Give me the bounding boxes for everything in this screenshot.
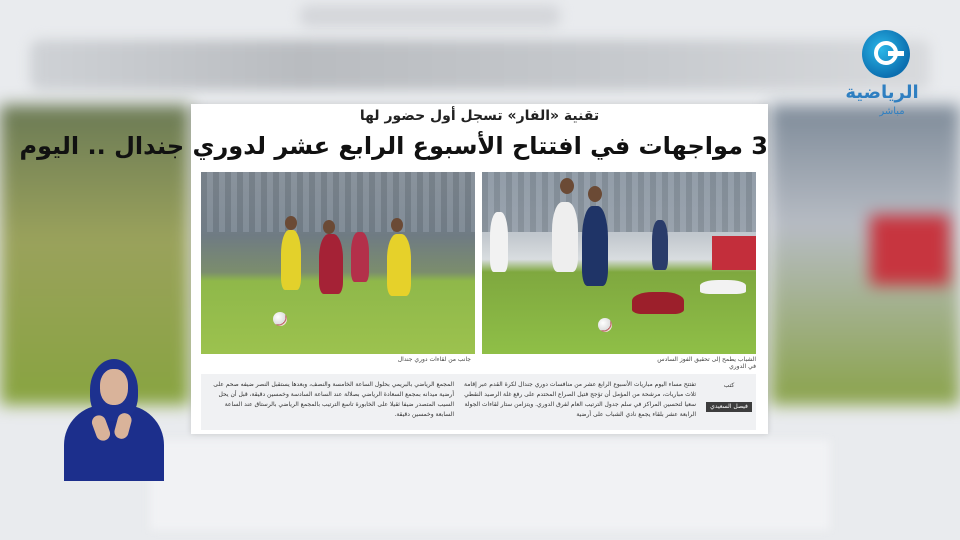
player-figure <box>700 280 746 294</box>
left-photo-caption: جانب من لقاءات دوري جندال <box>397 356 471 363</box>
player-figure <box>582 206 608 286</box>
channel-name: الرياضية <box>845 82 919 103</box>
sign-language-interpreter <box>64 355 164 481</box>
article-kicker: تقنية «الفار» تسجل أول حضور لها <box>359 108 600 124</box>
player-figure <box>490 212 508 272</box>
player-figure <box>652 220 668 270</box>
player-figure <box>387 234 411 296</box>
blurred-headline-background <box>30 40 930 90</box>
article-headline: 3 مواجهات في افتتاح الأسبوع الرابع عشر لدوري جندال .. اليوم <box>19 132 768 160</box>
player-figure <box>552 202 578 272</box>
goalkeeper-figure <box>632 292 684 314</box>
live-label: مباشر <box>879 106 905 117</box>
channel-logo-icon <box>862 30 910 78</box>
advertising-board <box>712 236 756 270</box>
blurred-text-top <box>300 5 560 27</box>
article-column-right: تفتتح مساء اليوم مباريات الأسبوع الرابع عشر من منافسات دوري جندال لكرة القدم عبر إقامة ثلاث مباريات، مرشحة من المؤمل أن تؤجج فتيل الصراع المحتدم على رفع غلة الرصيد النقطي سعيا لتحسين المراكز في سلم جدول الترتيب العام لفرق الدوري. ويتزامن ستار لقاءات الجولة الرابعة عشر بلقاء يجمع نادي الشباب على أرضية <box>464 381 696 418</box>
article-photo-right <box>482 172 756 354</box>
football <box>598 318 612 332</box>
football <box>273 312 287 326</box>
channel-logo <box>832 30 932 125</box>
article-column-left: المجمع الرياضي بالبريمي بحلول الساعة الخامسة والنصف، وبعدها يستقبل النصر ضيفه صحم على أرضية ميدانه بمجمع السعادة الرياضي بصلالة عند الساعة السادسة وخمسين دقيقة، قبل أن يحل السيب المتصدر ضيفا ثقيلا على الخابورة تاسع الترتيب بالمجمع الرياضي بالرستاق عند الساعة السابعة وخمسين دقيقة. <box>213 381 454 418</box>
article-photo-left <box>201 172 475 354</box>
byline-name: فيصل السعيدي <box>706 402 752 412</box>
article-body <box>201 374 756 430</box>
blurred-page-bottom <box>150 440 830 530</box>
newspaper-article <box>19 104 768 434</box>
blurred-photo-right <box>770 105 960 405</box>
player-figure <box>351 232 369 282</box>
player-figure <box>281 230 301 290</box>
player-figure <box>319 234 343 294</box>
byline-label: كتب <box>723 382 735 389</box>
right-photo-caption: الشباب يطمح إلى تحقيق الفوز السادس في الدوري <box>657 356 756 370</box>
